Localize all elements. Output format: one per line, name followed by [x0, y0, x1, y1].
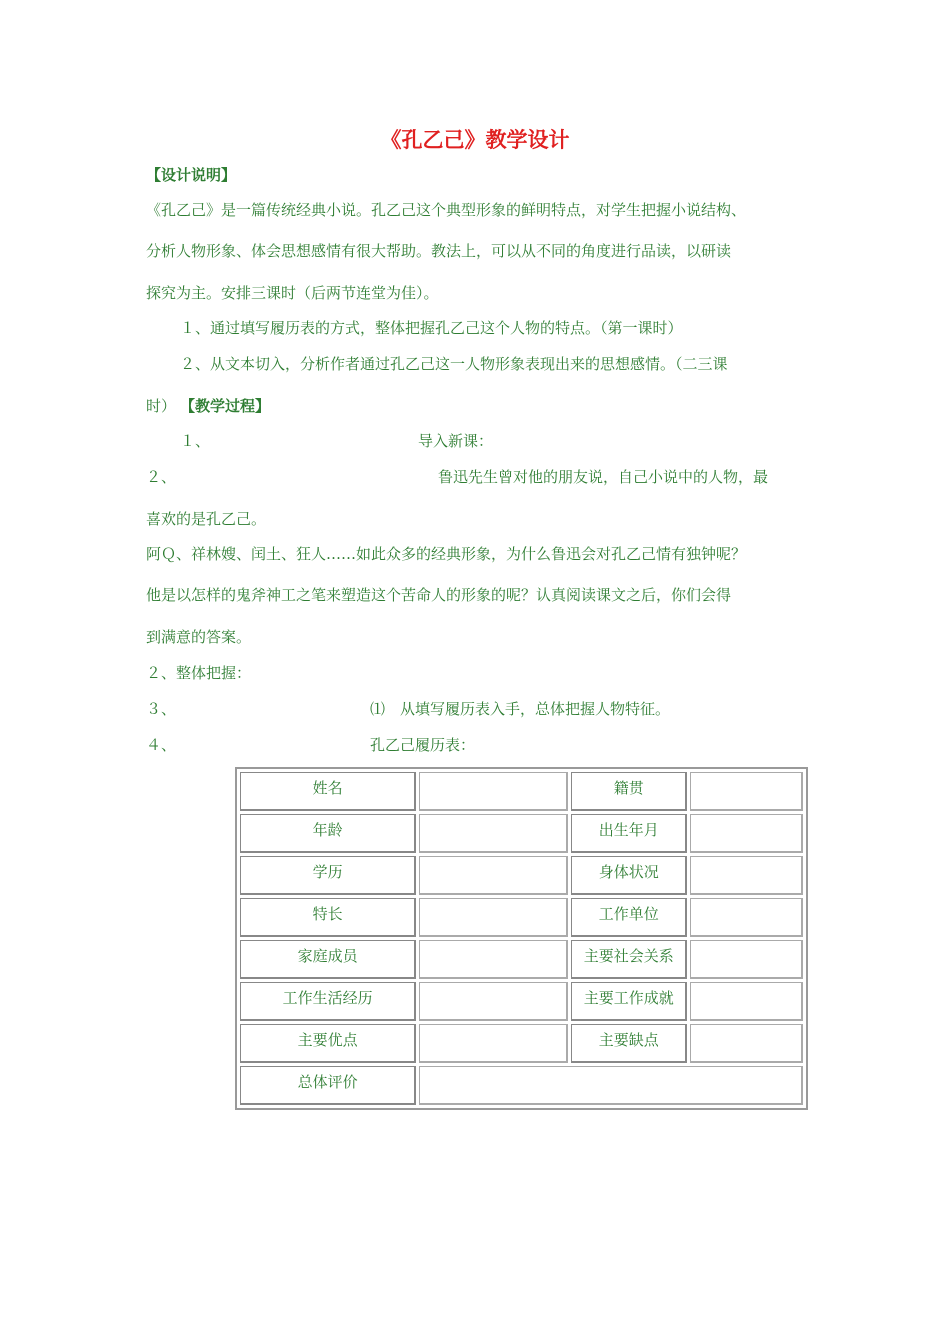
table-cell-blank[interactable] [690, 982, 803, 1021]
table-cell-blank[interactable] [419, 772, 568, 811]
table-cell-label: 姓名 [240, 772, 416, 811]
table-cell-label: 特长 [240, 898, 416, 937]
table-cell-blank[interactable] [419, 982, 568, 1021]
subheading: ２、整体把握： [146, 664, 252, 682]
table-cell-blank[interactable] [690, 940, 803, 979]
table-cell-blank[interactable] [419, 898, 568, 937]
table-row [240, 1024, 803, 1063]
step-text: 导入新课： [418, 432, 494, 450]
step-number: ４、 [146, 736, 177, 754]
table-cell-blank[interactable] [419, 940, 568, 979]
paragraph-line: 到满意的答案。 [146, 628, 252, 646]
table-row [240, 898, 803, 937]
table-cell-label: 出生年月 [571, 814, 687, 853]
table-cell-label: 主要缺点 [571, 1024, 687, 1063]
step-number: ２、 [146, 468, 177, 486]
step-text-continuation: 喜欢的是孔乙己。 [146, 510, 267, 528]
table-cell-label: 学历 [240, 856, 416, 895]
table-cell-blank[interactable] [690, 898, 803, 937]
table-row [240, 814, 803, 853]
list-item: ２、从文本切入，分析作者通过孔乙己这一人物形象表现出来的思想感情。（二三课 [180, 355, 728, 373]
table-cell-label: 工作生活经历 [240, 982, 416, 1021]
table-cell-blank[interactable] [690, 1024, 803, 1063]
table-cell-blank[interactable] [419, 856, 568, 895]
table-cell-label: 籍贯 [571, 772, 687, 811]
paragraph-line: 分析人物形象、体会思想感情有很大帮助。教法上，可以从不同的角度进行品读，以研读 [146, 242, 732, 260]
list-item-continuation: 时） [146, 397, 177, 415]
table-cell-label: 工作单位 [571, 898, 687, 937]
table-cell-blank[interactable] [419, 814, 568, 853]
page-title: 《孔乙己》教学设计 [380, 128, 570, 152]
table-cell-blank[interactable] [419, 1024, 568, 1063]
list-item: １、通过填写履历表的方式，整体把握孔乙己这个人物的特点。（第一课时） [180, 319, 683, 337]
table-cell-label: 主要优点 [240, 1024, 416, 1063]
table-cell-blank[interactable] [690, 772, 803, 811]
step-text: 孔乙己履历表： [370, 736, 476, 754]
paragraph-line: 阿Ｑ、祥林嫂、闰土、狂人……如此众多的经典形象，为什么鲁迅会对孔乙己情有独钟呢？ [146, 545, 747, 563]
resume-table [235, 767, 808, 1110]
step-number: ３、 [146, 700, 177, 718]
paragraph-line: 他是以怎样的鬼斧神工之笔来塑造这个苦命人的形象的呢？认真阅读课文之后，你们会得 [146, 586, 732, 604]
table-cell-label: 总体评价 [240, 1066, 416, 1105]
step-text: 鲁迅先生曾对他的朋友说，自己小说中的人物，最 [438, 468, 769, 486]
table-cell-label: 主要工作成就 [571, 982, 687, 1021]
paragraph-line: 探究为主。安排三课时（后两节连堂为佳）。 [146, 284, 439, 302]
table-cell-label: 家庭成员 [240, 940, 416, 979]
step-text: ⑴ 从填写履历表入手，总体把握人物特征。 [370, 700, 671, 718]
step-number: １、 [180, 432, 211, 450]
table-cell-blank[interactable] [690, 856, 803, 895]
table-row [240, 982, 803, 1021]
section-heading-design: 【设计说明】 [146, 166, 237, 184]
table-row [240, 772, 803, 811]
table-row [240, 856, 803, 895]
table-row [240, 940, 803, 979]
table-cell-blank-wide[interactable] [419, 1066, 803, 1105]
section-heading-process: 【教学过程】 [180, 397, 271, 415]
table-cell-label: 主要社会关系 [571, 940, 687, 979]
table-cell-label: 年龄 [240, 814, 416, 853]
table-cell-label: 身体状况 [571, 856, 687, 895]
paragraph-line: 《孔乙己》是一篇传统经典小说。孔乙己这个典型形象的鲜明特点，对学生把握小说结构、 [146, 201, 747, 219]
table-row [240, 1066, 803, 1105]
table-cell-blank[interactable] [690, 814, 803, 853]
